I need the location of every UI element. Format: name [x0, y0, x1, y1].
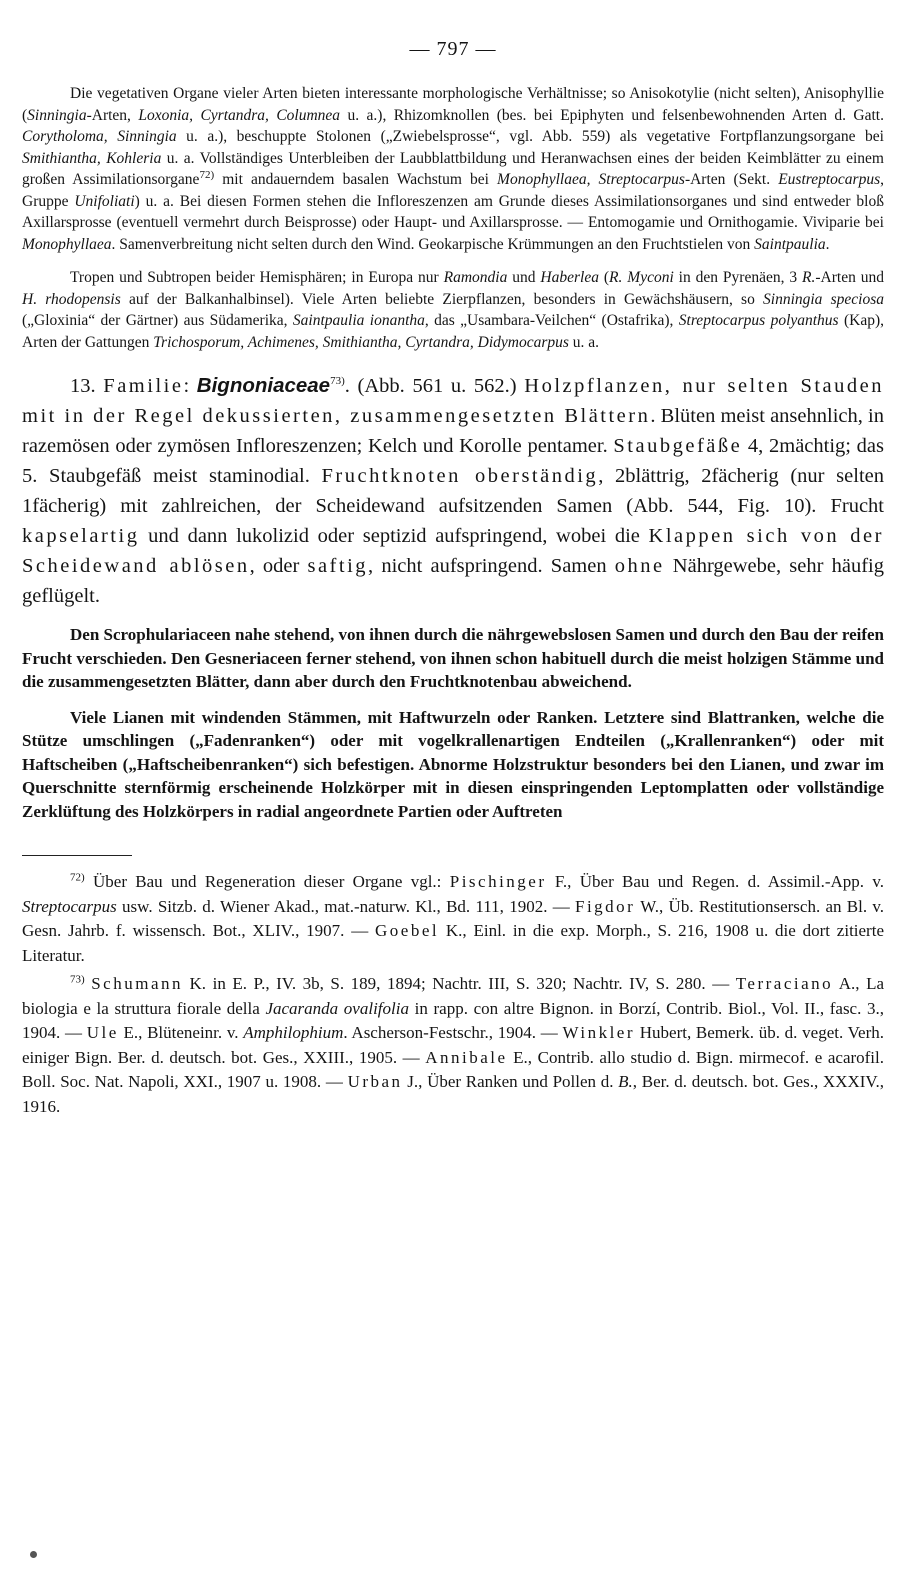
spaced-run: Schumann [91, 974, 183, 993]
footnote-marker: 72) [199, 168, 215, 181]
text-run: E., Blüteneinr. v. [118, 1023, 244, 1042]
spaced-run: Fruchtknoten oberständig [321, 465, 599, 487]
italic-run: Jacaranda ovalifolia [265, 998, 409, 1018]
italic-run: Eustreptocarpus [778, 171, 881, 188]
paragraph-bignoniaceae [22, 371, 884, 611]
text-run: (Kap), Arten der Gattungen [22, 312, 884, 351]
family-name: Bignoniaceae [196, 374, 331, 397]
spaced-run: saftig [307, 555, 369, 577]
italic-run: Saintpaulia ionantha [292, 312, 425, 329]
text-run: -Arten und [815, 269, 885, 286]
page [22, 38, 884, 1119]
italic-run: Corytholoma, Sinningia [22, 128, 177, 145]
scan-speck [30, 1551, 37, 1558]
text-run: A., La biologia e la struttura fiorale della [22, 974, 885, 1018]
spaced-run: Terraciano [735, 974, 834, 993]
text-run: E., Contrib. allo studio d. Bign. mirmecof. e acarofil. Boll. Soc. Nat. Napoli, XXI., 1907 u. 1908. — [22, 1047, 885, 1091]
italic-run: H. rhodopensis [22, 290, 121, 308]
italic-run: Streptocarpus [22, 896, 117, 916]
spaced-run: Staubgefäße [613, 435, 743, 457]
text-run: u. a. Vollständiges Unterbleiben der Laubblattbildung und Heranwachsen eines der beiden Keimblätter zu einem großen Assimilationsorgane [22, 149, 884, 188]
italic-run: Ramondia [443, 269, 508, 286]
footnote-divider [22, 855, 132, 856]
text-run: in rapp. con altre Bignon. in Borzí, Contrib. Biol., Vol. II., fasc. 3., 1904. — [22, 998, 884, 1042]
text-run: -Arten, [86, 106, 139, 124]
page-number: — 797 — [409, 38, 497, 60]
italic-run: Monophyllaea, Streptocarpus [497, 171, 685, 188]
footnote-marker: 72) [70, 871, 85, 884]
text-run: u. a. [568, 333, 600, 351]
text-run: : [183, 375, 197, 397]
text-run: . Samenverbreitung nicht selten durch den Wind. Geokarpische Krümmungen an den Fruchtstielen von [111, 235, 755, 253]
text-run: . (Abb. 561 u. 562.) [344, 375, 525, 397]
text-run: , oder [249, 555, 308, 577]
spaced-run: Urban [347, 1072, 403, 1091]
italic-run: Amphilophium [243, 1023, 344, 1042]
paragraph-distribution [22, 267, 884, 353]
italic-run: Saintpaulia [754, 235, 826, 253]
spaced-run: Familie [103, 375, 184, 397]
text-run: . Blüten meist ansehnlich, in razemösen oder zymösen Infloreszenzen; Kelch und Korolle pentamer. [22, 405, 884, 457]
italic-run: Loxonia, Cyrtandra, Columnea [138, 106, 341, 124]
text-run: Viele Lianen mit windenden Stämmen, mit Haftwurzeln oder Ranken. Letztere sind Blattranken, welche die Stütze umschlingen („Fadenranken“) oder mit vogelkrallenartigen Endteilen („Krallenranken“) oder mit Haftscheiben („Haftscheibenranken“) sich befestigen. Abnorme Holzstruktur besonders bei den Lianen, und zwar im Querschnitte sternförmig erscheinende Holzkörper mit in diesen einspringenden Leptomplatten oder vollständige Zerklüftung des Holzkörpers in radial angeordnete Partien oder Auftreten [22, 707, 884, 821]
text-run: . [825, 235, 830, 253]
italic-run: Smithiantha, Kohleria [22, 149, 162, 167]
spaced-run: ohne [614, 555, 665, 577]
paragraph-relations [22, 623, 884, 694]
spaced-run: Pischinger [449, 872, 547, 891]
text-run: 4, 2mächtig; das 5. Staubgefäß meist staminodial. [22, 435, 884, 487]
italic-run: Haberlea [540, 269, 599, 286]
text-run: auf der Balkanhalbinsel). Viele Arten beliebte Zierpflanzen, besonders in Gewächshäusern, so [120, 290, 764, 308]
spaced-run: Annibale [425, 1047, 508, 1067]
text-run: Über Bau und Regeneration dieser Organe vgl.: [84, 872, 450, 891]
text-run: u. a.), Rhizomknollen (bes. bei Epiphyten und felsenbewohnenden Arten d. Gatt. [340, 106, 884, 124]
italic-run: Unifoliati [74, 192, 135, 210]
text-run: 13. [70, 375, 104, 397]
text-run: Tropen und Subtropen beider Hemisphären; in Europa nur [70, 269, 444, 286]
text-run: , 2blättrig, 2fächerig (nur selten 1fächerig) mit zahlreichen, der Scheidewand aufsitzenden Samen (Abb. 544, Fig. 10). Frucht [22, 465, 884, 517]
text-run: Nährgewebe, sehr häufig geflügelt. [22, 555, 884, 607]
italic-run: B. [618, 1072, 633, 1091]
text-run: -Arten (Sekt. [684, 171, 779, 188]
italic-run: Sinningia [27, 106, 87, 124]
text-run: ( [598, 269, 610, 286]
text-run: in den Pyrenäen, 3 [673, 269, 803, 286]
italic-run: R. [802, 269, 816, 286]
text-run: , das „Usambara-Veilchen“ (Ostafrika), [424, 312, 679, 329]
italic-run: R. Myconi [609, 269, 674, 286]
text-run: Hubert, Bemerk. üb. d. veget. Verh. einiger Bign. Ber. d. deutsch. bot. Ges., XXIII., 1905. — [22, 1023, 884, 1067]
text-run: K. in E. P., IV. 3b, S. 189, 1894; Nachtr. III, S. 320; Nachtr. IV, S. 280. — [183, 974, 736, 993]
spaced-run: Figdor [574, 896, 636, 916]
text-run: K., Einl. in die exp. Morph., S. 216, 1908 u. die dort zitierte Literatur. [22, 921, 884, 965]
text-run: J., Über Ranken und Pollen d. [402, 1072, 619, 1091]
text-run: , Ber. d. deutsch. bot. Ges., XXXIV., 1916. [22, 1072, 884, 1116]
spaced-run: Holzpflanzen, nur selten Stauden mit in der Regel dekussierten, zusammengesetzten Blättern [22, 375, 884, 427]
paragraph-vegetative-organs [22, 83, 884, 255]
italic-run: Trichosporum, Achimenes, Smithiantha, Cyrtandra, Didymocarpus [153, 333, 569, 351]
text-run: u. a.), beschuppte Stolonen („Zwiebelsprosse“, vgl. Abb. 559) als vegetative Fortpflanzungsorgane bei [176, 128, 884, 145]
footnote-marker: 73) [330, 375, 345, 388]
text-run: , Gruppe [22, 171, 884, 210]
italic-run: Streptocarpus polyanthus [678, 312, 839, 329]
footnote-73 [22, 972, 884, 1119]
spaced-run: Ule [86, 1023, 119, 1042]
italic-run: Sinningia speciosa [763, 290, 884, 308]
spaced-run: Winkler [562, 1023, 636, 1042]
text-run: und dann lukolizid oder septizid aufspringend, wobei die [139, 525, 649, 547]
italic-run: Monophyllaea [22, 235, 112, 253]
text-run: usw. Sitzb. d. Wiener Akad., mat.-naturw. Kl., Bd. 111, 1902. — [116, 896, 575, 916]
text-run: („Gloxinia“ der Gärtner) aus Südamerika, [22, 312, 293, 329]
footnote-72 [22, 870, 884, 968]
text-run: Den Scrophulariaceen nahe stehend, von ihnen durch die nährgewebslosen Samen und durch den Bau der reifen Frucht verschieden. Den Gesneriaceen ferner stehend, von ihnen schon habituell durch die meist holzigen Stämme und die zusammengesetzten Blätter, dann aber durch den Fruchtknotenbau abweichend. [22, 625, 884, 691]
text-run: ) u. a. Bei diesen Formen stehen die Infloreszenzen am Grunde dieses Assimilationsorganes und sind entweder bloß Axillarsprosse (eventuell vermehrt durch Beisprosse) oder Haupt- und Axillarsprosse. — Entomogamie und Ornithogamie. Viviparie bei [22, 192, 884, 231]
text-run: . Ascherson-Festschr., 1904. — [343, 1023, 563, 1042]
footnote-marker: 73) [70, 973, 85, 986]
text-run: Die vegetativen Organe vieler Arten bieten interessante morphologische Verhältnisse; so Anisokotylie (nicht selten), Anisophyllie ( [22, 85, 884, 124]
paragraph-lianas [22, 706, 884, 824]
spaced-run: Klappen sich von der Scheidewand ablösen [22, 525, 884, 577]
spaced-run: Goebel [375, 921, 440, 940]
text-run: W., Üb. Restitutionsersch. an Bl. v. Gesn. Jahrb. f. wissensch. Bot., XLIV., 1907. — [22, 896, 884, 940]
spaced-run: kapselartig [22, 525, 140, 547]
text-run: und [507, 269, 541, 286]
text-run: F., Über Bau und Regen. d. Assimil.-App. v. [546, 872, 884, 891]
text-run: mit andauerndem basalen Wachstum bei [214, 171, 498, 188]
text-run: , nicht aufspringend. Samen [368, 555, 615, 577]
